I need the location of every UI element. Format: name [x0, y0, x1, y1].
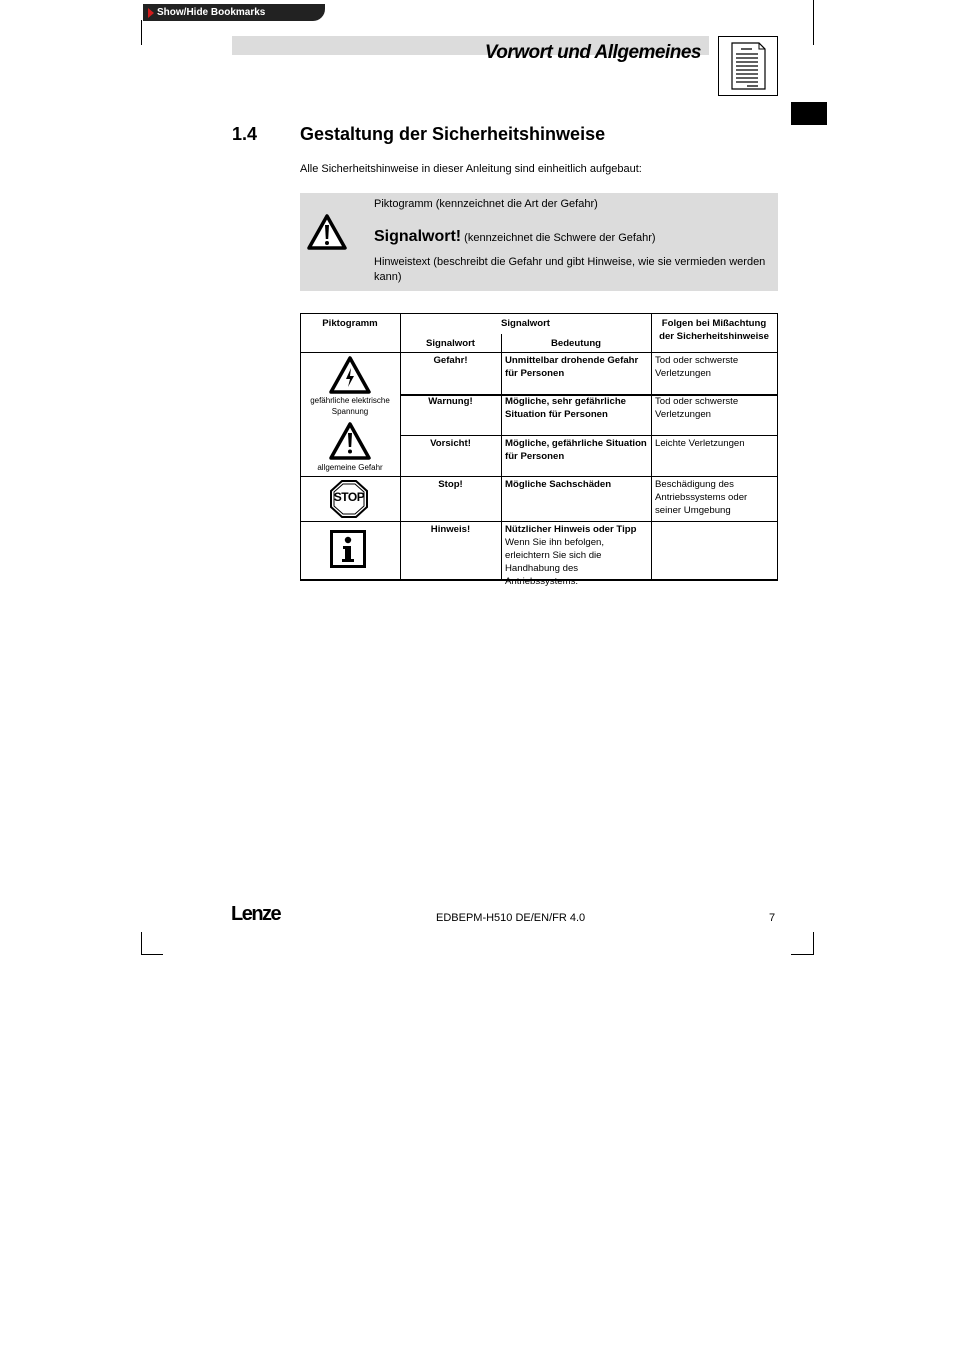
crop-mark: [141, 20, 142, 45]
chapter-title: Vorwort und Allgemeines: [484, 42, 701, 63]
table-row-meaning: Mögliche Sachschäden: [505, 479, 612, 490]
table-row-consequence: Leichte Verletzungen: [655, 438, 745, 449]
table-row-signal: Vorsicht!: [430, 438, 471, 449]
general-hazard-icon: [328, 421, 372, 466]
table-row-signal: Gefahr!: [433, 355, 468, 366]
crop-mark: [813, 0, 814, 45]
header-signalwort: Signalwort: [425, 338, 476, 349]
header-signalwort-group: Signalwort: [500, 318, 551, 329]
chapter-marker: [791, 102, 827, 125]
header-pictogram: Piktogramm: [322, 318, 378, 329]
lenze-logo: Lenze: [231, 903, 281, 925]
page-number: 7: [769, 912, 776, 924]
electric-hazard-icon: [328, 355, 372, 400]
notice-text: Hinweistext (beschreibt die Gefahr und gibt Hinweise, wie sie vermieden werden kann): [374, 256, 766, 283]
safety-notice-example: [300, 193, 778, 291]
safety-notice-table: [300, 313, 778, 587]
stop-icon-label: STOP: [333, 490, 365, 504]
crop-mark: [791, 954, 814, 955]
table-row-meaning-extra: Wenn Sie ihn befolgen, erleichtern Sie sich die Handhabung des Antriebssystems.: [505, 537, 605, 587]
crop-mark: [141, 932, 142, 954]
crop-mark: [141, 954, 163, 955]
table-row-signal: Hinweis!: [430, 524, 471, 535]
table-row-meaning: Mögliche, gefährliche Situation für Personen: [505, 438, 647, 462]
bookmarks-label: Show/Hide Bookmarks: [157, 7, 266, 18]
section-title: Gestaltung der Sicherheitshinweise: [300, 124, 606, 144]
signal-word-desc: (kennzeichnet die Schwere der Gefahr): [461, 232, 656, 244]
table-row-consequence: Tod oder schwerste Verletzungen: [655, 355, 739, 379]
table-row-signal: Warnung!: [428, 396, 473, 407]
table-row-consequence: Beschädigung des Antriebssystems oder seiner Umgebung: [655, 479, 748, 516]
header-folgen: Folgen bei Mißachtung der Sicherheitshinweise: [659, 318, 769, 342]
section-number: 1.4: [232, 124, 258, 144]
table-row-meaning: Mögliche, sehr gefährliche Situation für Personen: [505, 396, 627, 420]
general-hazard-label: allgemeine Gefahr: [317, 463, 383, 472]
intro-text: Alle Sicherheitshinweise in dieser Anleitung sind einheitlich aufgebaut:: [300, 163, 642, 175]
electric-hazard-label: gefährliche elektrische Spannung: [310, 396, 390, 416]
document-code: EDBEPM-H510 DE/EN/FR 4.0: [436, 912, 586, 924]
signal-word: Signalwort!: [374, 228, 462, 245]
table-row-meaning: Unmittelbar drohende Gefahr für Personen: [505, 355, 639, 379]
header-bedeutung: Bedeutung: [550, 338, 602, 349]
show-hide-bookmarks-button[interactable]: [143, 4, 325, 21]
table-row-signal: Stop!: [438, 479, 463, 490]
table-row-meaning: Nützlicher Hinweis oder Tipp: [505, 524, 637, 535]
play-arrow-icon: [148, 8, 154, 18]
document-icon: [718, 36, 778, 96]
warning-triangle-icon: [306, 213, 348, 256]
table-row-consequence: Tod oder schwerste Verletzungen: [655, 396, 739, 420]
signal-word-line: [374, 228, 656, 246]
crop-mark: [813, 932, 814, 954]
pictogram-line: Piktogramm (kennzeichnet die Art der Gefahr): [374, 198, 598, 210]
info-icon: [330, 530, 366, 573]
